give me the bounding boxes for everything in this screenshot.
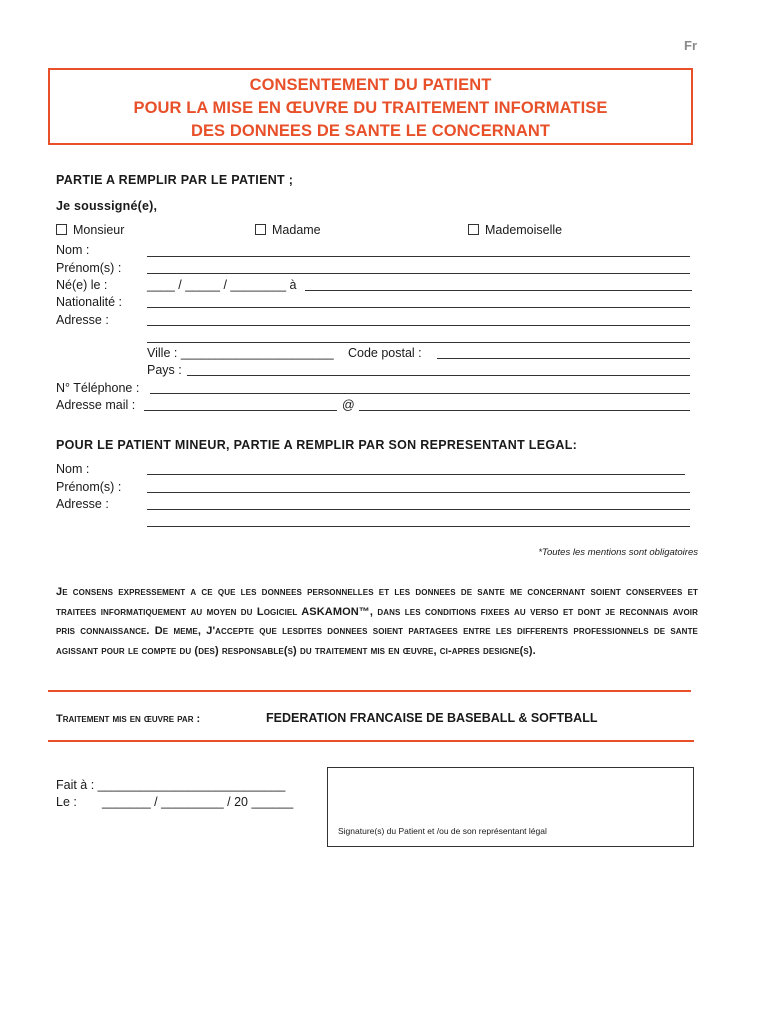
minor-adresse-label: Adresse :	[56, 497, 109, 511]
email-at-sign: @	[342, 398, 355, 412]
nationalite-field[interactable]	[147, 307, 690, 308]
checkbox-icon[interactable]	[255, 224, 266, 235]
naissance-date-field[interactable]: ____ / _____ / ________ à	[147, 278, 297, 292]
prenom-field[interactable]	[147, 273, 690, 274]
telephone-label: N° Téléphone :	[56, 381, 140, 395]
mandatory-note: *Toutes les mentions sont obligatoires	[538, 547, 698, 558]
separator-bottom	[48, 740, 694, 742]
code-postal-label: Code postal :	[348, 346, 422, 360]
title-line-3: DES DONNEES DE SANTE LE CONCERNANT	[190, 122, 551, 140]
email-domain-field[interactable]	[359, 410, 690, 411]
minor-section-heading: POUR LE PATIENT MINEUR, PARTIE A REMPLIR PAR SON REPRESENTANT LEGAL:	[56, 438, 578, 452]
adresse-label: Adresse :	[56, 313, 109, 327]
checkbox-icon[interactable]	[56, 224, 67, 235]
minor-prenom-label: Prénom(s) :	[56, 480, 122, 494]
adresse-field-1[interactable]	[147, 325, 690, 326]
title-line-1: CONSENTEMENT DU PATIENT	[249, 76, 492, 94]
minor-adresse-field-2[interactable]	[147, 526, 690, 527]
patient-section-heading: PARTIE A REMPLIR PAR LE PATIENT ;	[56, 173, 294, 187]
civility-madame[interactable]: Madame	[255, 223, 321, 237]
prenom-label: Prénom(s) :	[56, 261, 122, 275]
email-user-field[interactable]	[144, 410, 337, 411]
pays-label: Pays :	[147, 363, 182, 377]
telephone-field[interactable]	[150, 393, 690, 394]
civility-mademoiselle[interactable]: Mademoiselle	[468, 223, 562, 237]
adresse-field-2[interactable]	[147, 342, 690, 343]
minor-prenom-field[interactable]	[147, 492, 690, 493]
naissance-label: Né(e) le :	[56, 278, 108, 292]
date-field[interactable]: _______ / _________ / 20 ______	[102, 795, 294, 809]
patient-intro: Je soussigné(e),	[56, 199, 158, 213]
separator-top	[48, 690, 691, 692]
title-line-2: POUR LA MISE EN ŒUVRE DU TRAITEMENT INFORMATISE	[133, 99, 608, 117]
lieu-naissance-field[interactable]	[305, 290, 692, 291]
title-box	[48, 68, 693, 145]
nationalite-label: Nationalité :	[56, 295, 123, 309]
language-tag: Fr	[684, 38, 697, 53]
code-postal-field[interactable]	[437, 358, 690, 359]
date-label: Le :	[56, 795, 77, 809]
checkbox-icon[interactable]	[468, 224, 479, 235]
minor-nom-label: Nom :	[56, 462, 90, 476]
signature-box[interactable]	[327, 767, 694, 847]
nom-field[interactable]	[147, 256, 690, 257]
civility-monsieur[interactable]: Monsieur	[56, 223, 124, 237]
email-label: Adresse mail :	[56, 398, 136, 412]
minor-adresse-field-1[interactable]	[147, 509, 690, 510]
signature-caption: Signature(s) du Patient et /ou de son représentant légal	[338, 826, 547, 836]
treatment-label: Traitement mis en œuvre par :	[56, 713, 201, 725]
pays-field[interactable]	[187, 375, 690, 376]
minor-nom-field[interactable]	[147, 474, 685, 475]
fait-a-field[interactable]: Fait à : ___________________________	[56, 778, 286, 792]
nom-label: Nom :	[56, 243, 90, 257]
consent-paragraph: Je consens expressement a ce que les donnees personnelles et les donnees de sante me concernant soient conservees et traitees informatiquement au moyen du Logiciel ASKAMON™, dans les conditions fixees au verso et dont je reconnais avoir pris connaissance. De meme, J'accepte que lesdites donnees soient partagees entre les differents professionnels de sante agissant pour le compte du (des) responsable(s) du traitement mis en œuvre, ci-apres designe(s).	[56, 586, 698, 657]
ville-field[interactable]: Ville : ______________________	[147, 346, 334, 360]
treatment-value: FEDERATION FRANCAISE DE BASEBALL & SOFTBALL	[266, 711, 598, 725]
